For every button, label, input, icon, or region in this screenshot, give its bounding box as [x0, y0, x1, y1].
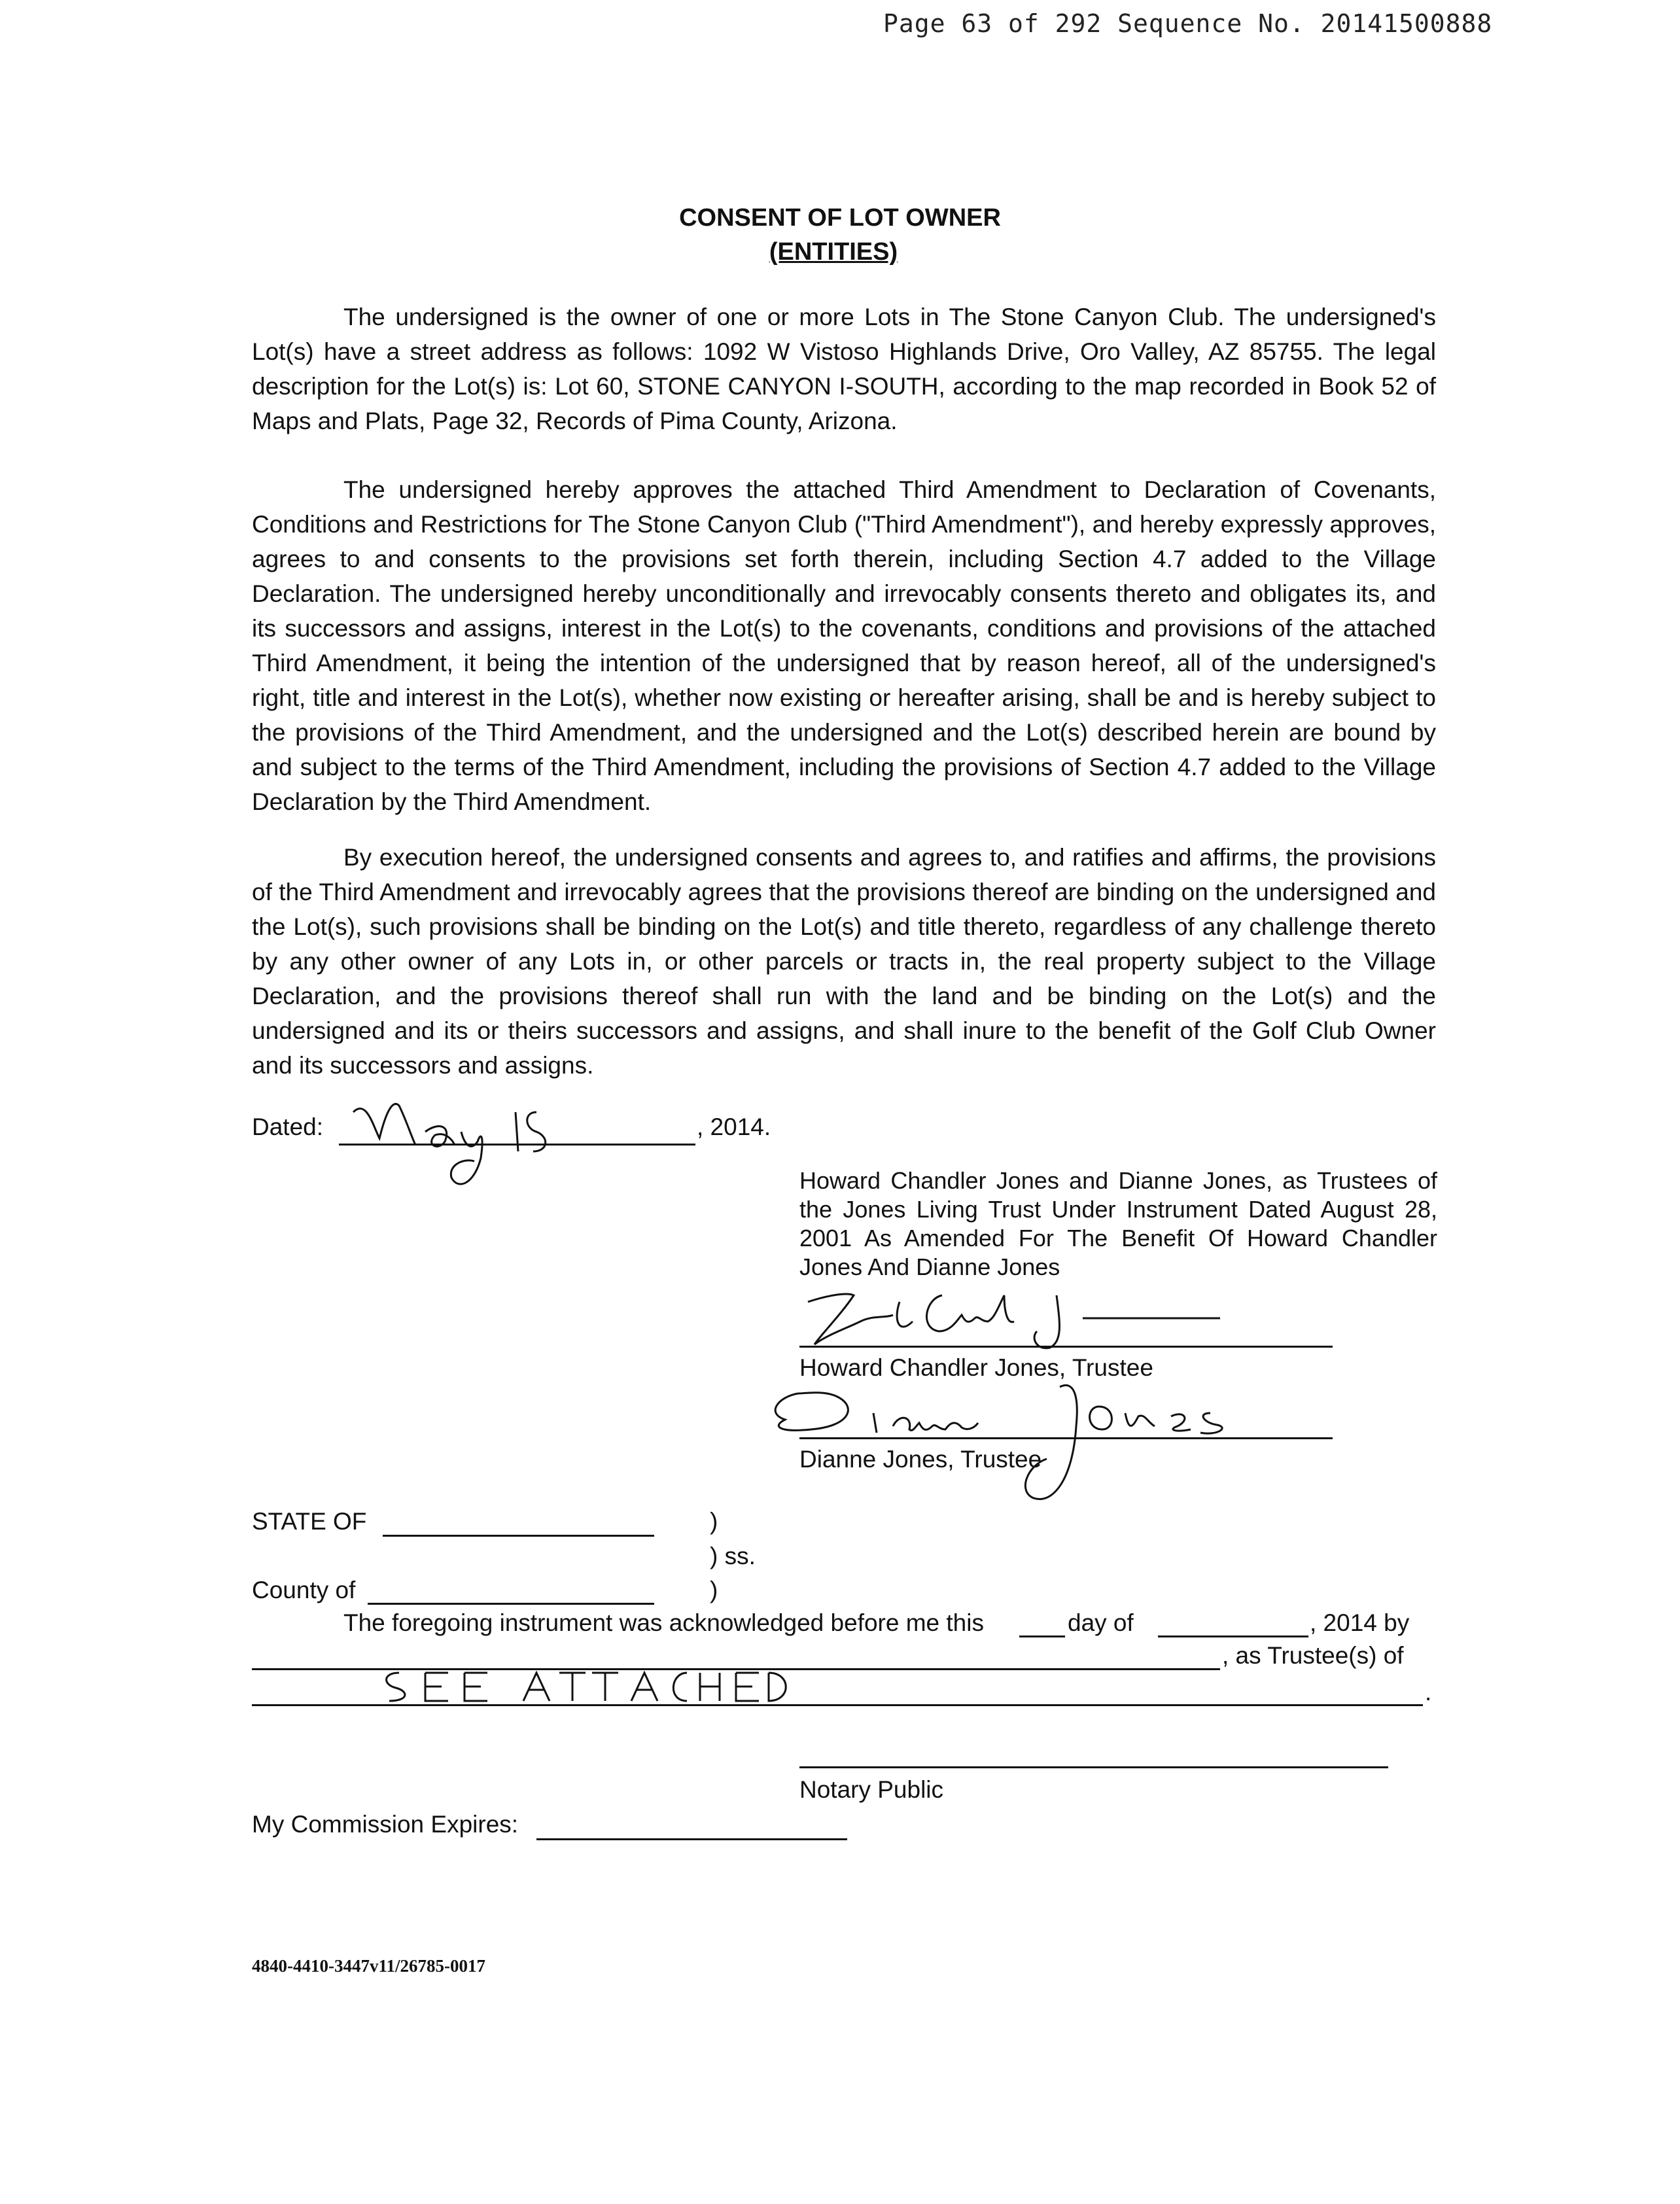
commission-label: My Commission Expires: — [252, 1811, 519, 1838]
ack-year: , 2014 by — [1310, 1609, 1410, 1636]
signature-dianne-text: Dianne Jones — [759, 1367, 763, 1368]
commission-line — [536, 1838, 847, 1840]
document-code: 4840-4410-3447v11/26785-0017 — [252, 1956, 485, 1976]
trustee-suffix: , as Trustee(s) of — [1222, 1642, 1404, 1669]
paragraph-ownership-text: The undersigned is the owner of one or more Lots in The Stone Canyon Club. The undersigned's Lot(s) have a street address as follows: 1092 W Vistoso Highlands Drive, Oro Valley, AZ 85755. The legal description for the Lot(s) is: Lot 60, STONE CANYON I-SOUTH, according to the map recorded in Book 52 of Maps and Plats, Page 32, Records of Pima County, Arizona. — [252, 304, 1436, 434]
ack-text: The foregoing instrument was acknowledged before me this — [343, 1609, 984, 1636]
paragraph-ownership — [252, 300, 1436, 438]
ack-month-line — [1158, 1636, 1308, 1637]
county-label: County of — [252, 1577, 356, 1603]
dated-label: Dated: — [252, 1113, 324, 1140]
state-line — [383, 1535, 654, 1537]
paragraph-execution-text: By execution hereof, the undersigned consents and agrees to, and ratifies and affirms, the provisions of the Third Amendment and irrevocably agrees that the provisions thereof are binding on the undersigned and the Lot(s), such provisions shall be binding on the Lot(s) and title thereto, regardless of any challenge thereto by any other owner of any Lots in, or other parcels or tracts in, the real property subject to the Village Declaration, and the provisions thereof shall run with the land and be binding on the Lot(s) and the undersigned and its or theirs successors and assigns, and shall inure to the benefit of the Golf Club Owner and its successors and assigns. — [252, 844, 1436, 1079]
entity-line-period: . — [1425, 1679, 1432, 1705]
printed-name-dianne: Dianne Jones, Trustee — [799, 1446, 1042, 1473]
signature-line-dianne — [799, 1437, 1333, 1439]
notary-public-label: Notary Public — [799, 1776, 944, 1803]
entity-name-line — [252, 1704, 1423, 1706]
document-subtitle: (ENTITIES) — [769, 238, 898, 266]
signature-line-howard — [799, 1346, 1333, 1348]
ss-label: ) ss. — [710, 1543, 756, 1569]
handwritten-date-text: May 15 — [340, 1086, 343, 1087]
ack-day-label: day of — [1068, 1609, 1134, 1636]
document-title: CONSENT OF LOT OWNER — [679, 204, 1001, 232]
page-header: Page 63 of 292 Sequence No. 20141500888 — [883, 9, 1493, 38]
handwritten-date — [340, 1086, 602, 1197]
county-line — [368, 1603, 654, 1605]
paragraph-approval-text: The undersigned hereby approves the attached Third Amendment to Declaration of Covenants, Conditions and Restrictions for The Stone Canyon Club ("Third Amendment"), and hereby expressly approves, agrees to and consents to the provisions set forth therein, including Section 4.7 added to the Village Declaration. The undersigned hereby unconditionally and irrevocably consents thereto and obligates its, and its successors and assigns, interest in the Lot(s) to the covenants, conditions and provisions of the attached Third Amendment, it being the intention of the undersigned that by reason hereof, all of the undersigned's right, title and interest in the Lot(s), whether now existing or hereafter arising, shall be and is hereby subject to the provisions of the Third Amendment, and the undersigned and the Lot(s) described herein are bound by and subject to the terms of the Third Amendment, including the provisions of Section 4.7 added to the Village Declaration by the Third Amendment. — [252, 476, 1436, 815]
handwritten-see-attached-text: SEE ATTACHED — [373, 1665, 378, 1666]
paragraph-approval — [252, 472, 1436, 819]
trust-description: Howard Chandler Jones and Dianne Jones, as Trustees of the Jones Living Trust Under Instrument Dated August 28, 2001 As Amended For The Benefit Of Howard Chandler Jones And Dianne Jones — [799, 1167, 1437, 1280]
printed-name-howard: Howard Chandler Jones, Trustee — [799, 1354, 1153, 1381]
state-label: STATE OF — [252, 1508, 367, 1535]
county-paren: ) — [710, 1577, 718, 1603]
ack-day-line — [1019, 1636, 1065, 1637]
signature-howard-text: Howard Chandler Jones — [801, 1282, 808, 1283]
dated-year: , 2014. — [697, 1113, 771, 1140]
signature-howard — [801, 1282, 1325, 1354]
paragraph-execution — [252, 840, 1436, 1083]
state-paren: ) — [710, 1508, 718, 1535]
notary-signature-line — [799, 1766, 1388, 1768]
